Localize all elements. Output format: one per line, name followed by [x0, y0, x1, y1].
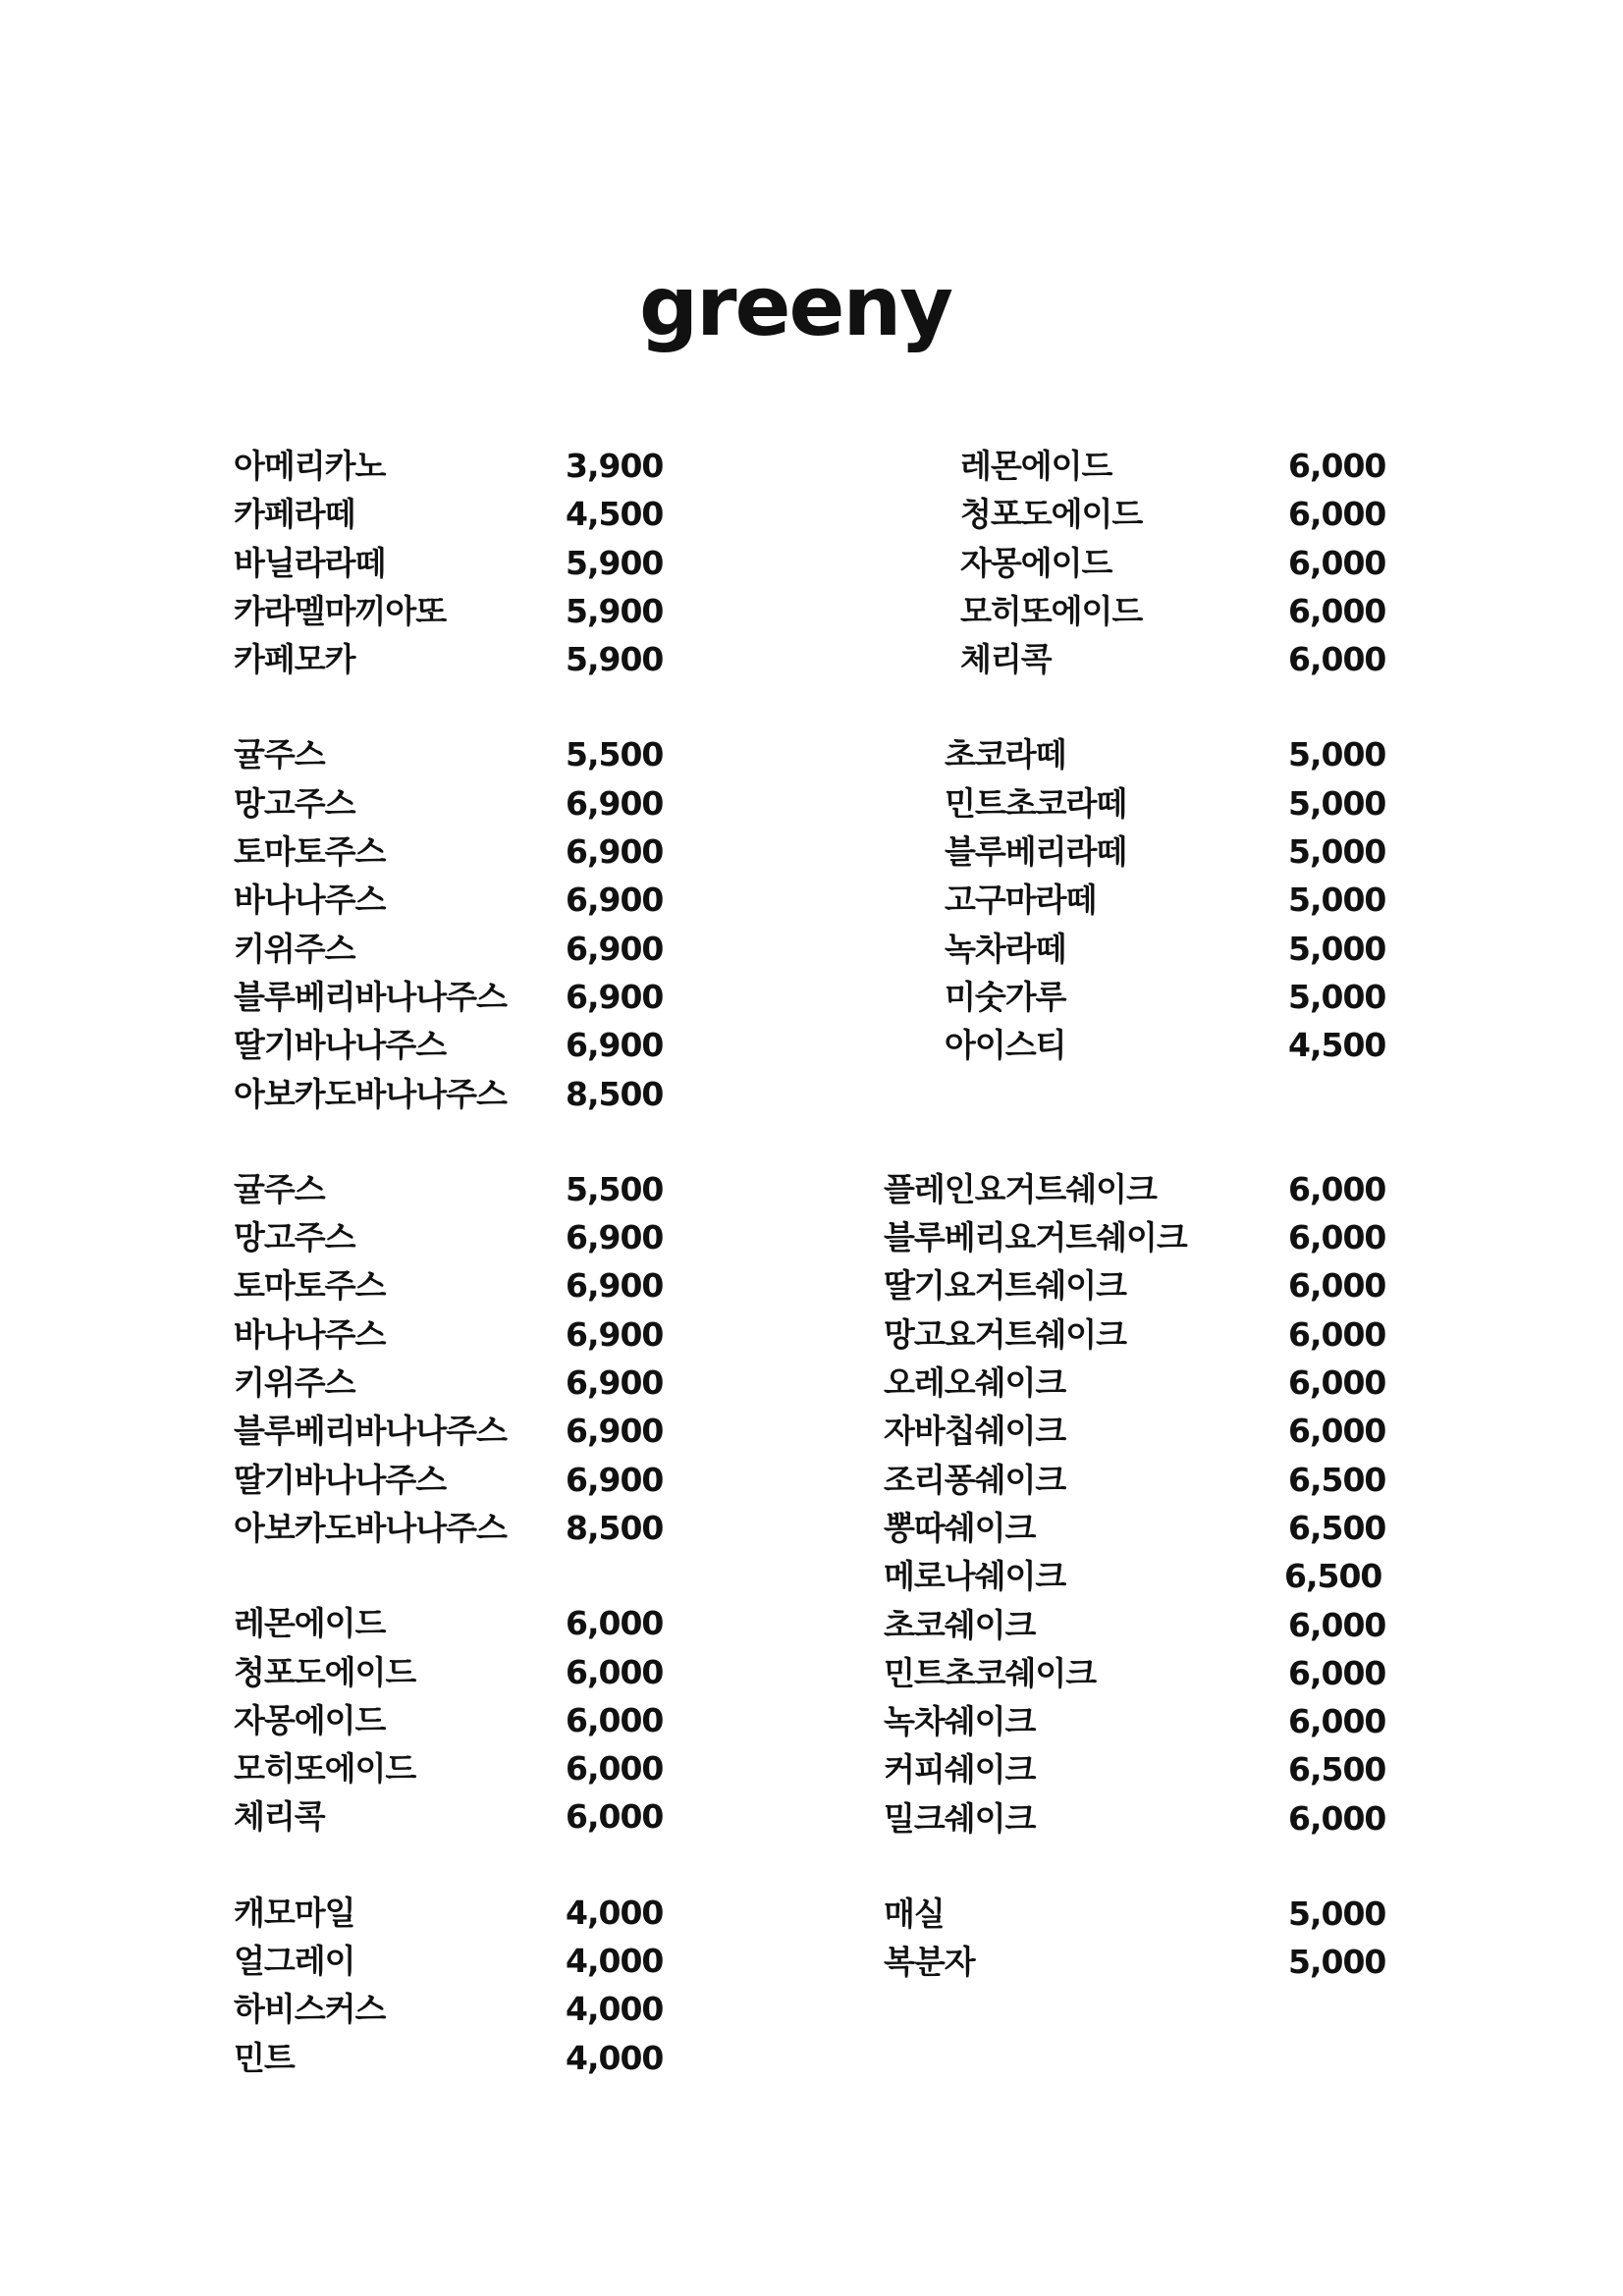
item-price: 4,500 [566, 495, 664, 534]
item-name: 민트초코라떼 [945, 783, 1127, 823]
item-name: 카라멜마끼아또 [234, 591, 447, 630]
item-price: 6,000 [566, 1604, 664, 1643]
item-name: 카페모카 [234, 640, 355, 679]
item-name: 밀크쉐이크 [884, 1798, 1036, 1838]
item-name: 토마토주스 [234, 832, 386, 872]
menu-item [234, 1792, 666, 1841]
menu-item [234, 1696, 666, 1744]
item-name: 모히또에이드 [234, 1749, 416, 1789]
menu-item [234, 1889, 666, 1937]
menu-item [884, 442, 1386, 490]
menu-item [884, 925, 1386, 973]
item-name: 딸기요거트쉐이크 [884, 1266, 1127, 1306]
menu-item [884, 1601, 1386, 1649]
item-price: 6,900 [566, 881, 664, 920]
item-price: 5,000 [1288, 735, 1386, 774]
menu-item [234, 1504, 666, 1552]
menu-item [234, 1359, 666, 1407]
item-price: 6,000 [1288, 447, 1386, 485]
menu-item [234, 1937, 666, 1985]
item-name: 망고주스 [234, 1218, 355, 1257]
menu-item [234, 1213, 666, 1261]
item-name: 오레오쉐이크 [884, 1363, 1066, 1403]
menu-item [234, 490, 666, 538]
item-name: 자몽에이드 [234, 1700, 386, 1739]
item-price: 6,900 [566, 1218, 664, 1257]
item-price: 6,500 [1284, 1557, 1382, 1596]
menu-item [234, 1599, 666, 1647]
item-name: 블루베리라떼 [945, 832, 1127, 872]
item-name: 키위주스 [234, 929, 355, 968]
menu-item [234, 539, 666, 587]
menu-item [234, 1985, 666, 2033]
item-price: 6,000 [1288, 591, 1386, 630]
item-price: 5,000 [1288, 832, 1386, 872]
item-name: 캐모마일 [234, 1893, 355, 1932]
item-name: 망고주스 [234, 783, 355, 823]
menu-item [884, 1745, 1386, 1793]
coffee-group [234, 442, 666, 683]
item-name: 귤주스 [234, 1169, 325, 1208]
menu-item [884, 876, 1386, 924]
item-price: 6,000 [1288, 1605, 1386, 1644]
item-name: 블루베리바나나주스 [234, 977, 507, 1016]
item-price: 6,500 [1288, 1460, 1386, 1499]
item-name: 블루베리요거트쉐이크 [884, 1218, 1187, 1257]
item-price: 5,900 [566, 640, 664, 679]
ade-group-right [884, 442, 1386, 683]
item-name: 뽕따쉐이크 [884, 1508, 1036, 1547]
item-price: 6,000 [1288, 1218, 1386, 1257]
item-name: 자바칩쉐이크 [884, 1412, 1066, 1451]
menu-item [884, 730, 1386, 778]
spacer [884, 1117, 1375, 1165]
item-name: 커피쉐이크 [884, 1750, 1036, 1789]
menu-item [884, 1649, 1386, 1697]
item-name: 매실 [884, 1895, 945, 1934]
item-price: 6,900 [566, 1026, 664, 1065]
item-name: 아이스티 [945, 1026, 1066, 1065]
menu-item [884, 1021, 1386, 1069]
item-name: 레몬에이드 [960, 447, 1112, 485]
ade-group [234, 1599, 666, 1841]
menu-title: greeny [638, 258, 952, 354]
item-name: 귤주스 [234, 735, 325, 774]
menu-item [234, 1310, 666, 1359]
juice-group [234, 730, 666, 1117]
item-name: 모히또에이드 [960, 591, 1143, 630]
item-name: 초코라떼 [945, 735, 1066, 774]
menu-item [884, 1165, 1386, 1213]
item-name: 플레인요거트쉐이크 [884, 1169, 1157, 1208]
menu-item [234, 1070, 666, 1118]
item-price: 5,000 [1288, 1895, 1386, 1934]
menu-item [234, 1021, 666, 1069]
item-name: 녹차라떼 [945, 929, 1066, 968]
item-price: 6,000 [1288, 1169, 1386, 1208]
item-price: 4,000 [566, 1893, 664, 1932]
item-price: 6,900 [566, 1266, 664, 1306]
item-name: 하비스커스 [234, 1990, 386, 2029]
item-name: 딸기바나나주스 [234, 1460, 447, 1499]
item-price: 6,000 [1288, 1798, 1386, 1838]
item-price: 6,000 [566, 1797, 664, 1837]
item-price: 4,000 [566, 1990, 664, 2029]
item-name: 레몬에이드 [234, 1604, 386, 1643]
item-name: 청포도에이드 [234, 1652, 416, 1691]
menu-item [234, 635, 666, 683]
item-price: 3,900 [566, 447, 664, 485]
item-name: 고구마라떼 [945, 881, 1097, 920]
menu-item [884, 1504, 1386, 1552]
item-price: 4,000 [566, 2038, 664, 2077]
item-price: 4,500 [1288, 1026, 1386, 1065]
item-price: 6,900 [566, 1460, 664, 1499]
item-price: 5,000 [1288, 783, 1386, 823]
menu-item [234, 587, 666, 635]
menu-item [884, 973, 1386, 1021]
menu-item [884, 1407, 1386, 1455]
menu-item [884, 779, 1386, 828]
item-price: 6,000 [1288, 1314, 1386, 1354]
latte-group [884, 730, 1386, 1069]
item-price: 6,000 [566, 1749, 664, 1789]
item-price: 6,000 [1288, 1702, 1386, 1741]
fruit-tea-group [884, 1890, 1386, 1987]
menu-item [884, 1359, 1386, 1407]
item-name: 키위주스 [234, 1363, 355, 1403]
item-price: 5,500 [566, 735, 664, 774]
item-price: 8,500 [566, 1074, 664, 1113]
item-name: 복분자 [884, 1943, 975, 1982]
item-price: 6,000 [1288, 1412, 1386, 1451]
menu-item [234, 828, 666, 876]
item-price: 5,000 [1288, 881, 1386, 920]
item-price: 6,900 [566, 783, 664, 823]
item-price: 6,000 [1288, 1653, 1386, 1692]
item-name: 토마토주스 [234, 1266, 386, 1306]
item-name: 아메리카노 [234, 447, 386, 485]
item-price: 6,000 [1288, 1266, 1386, 1306]
menu-item [234, 730, 666, 778]
item-price: 5,000 [1288, 1943, 1386, 1982]
menu-item [234, 1407, 666, 1455]
item-price: 5,500 [566, 1169, 664, 1208]
menu-item [884, 539, 1386, 587]
menu-item [234, 925, 666, 973]
menu-item [884, 1697, 1386, 1745]
menu-item [884, 1213, 1386, 1261]
item-price: 6,900 [566, 1314, 664, 1354]
item-price: 5,900 [566, 543, 664, 582]
right-menu-column [884, 442, 1386, 2034]
item-price: 6,900 [566, 977, 664, 1016]
menu-item [234, 442, 666, 490]
menu-item [234, 1744, 666, 1792]
menu-item [234, 2034, 666, 2082]
menu-item [884, 490, 1386, 538]
item-price: 6,000 [1288, 543, 1386, 582]
menu-item [884, 587, 1386, 635]
menu-item [234, 876, 666, 924]
left-menu-column [234, 442, 666, 2129]
menu-item [884, 1938, 1386, 1986]
item-name: 조리퐁쉐이크 [884, 1460, 1066, 1499]
menu-item [234, 1456, 666, 1504]
item-name: 얼그레이 [234, 1942, 355, 1981]
item-name: 자몽에이드 [960, 543, 1112, 582]
tea-group [234, 1889, 666, 2082]
menu-item [884, 828, 1386, 876]
menu-item [884, 1552, 1382, 1600]
item-price: 5,000 [1288, 977, 1386, 1016]
item-name: 메로나쉐이크 [884, 1557, 1066, 1596]
item-name: 녹차쉐이크 [884, 1702, 1036, 1741]
shake-group [884, 1165, 1386, 1842]
item-price: 6,500 [1288, 1508, 1386, 1547]
item-price: 6,000 [1288, 495, 1386, 534]
menu-item [884, 1890, 1386, 1938]
item-price: 6,900 [566, 1412, 664, 1451]
menu-item [234, 1165, 666, 1213]
item-price: 6,000 [1288, 1363, 1386, 1403]
item-price: 6,000 [566, 1652, 664, 1691]
item-name: 바나나주스 [234, 881, 386, 920]
menu-item [884, 1310, 1386, 1359]
item-name: 망고요거트쉐이크 [884, 1314, 1127, 1354]
menu-item [884, 635, 1386, 683]
menu-item [234, 1648, 666, 1696]
item-price: 6,900 [566, 832, 664, 872]
item-price: 6,900 [566, 1363, 664, 1403]
item-price: 5,900 [566, 591, 664, 630]
menu-item [884, 1261, 1386, 1309]
item-name: 미숫가루 [945, 977, 1066, 1016]
item-price: 6,000 [566, 1700, 664, 1739]
item-price: 4,000 [566, 1942, 664, 1981]
item-price: 6,000 [1288, 640, 1386, 679]
item-name: 바나나주스 [234, 1314, 386, 1354]
menu-item [884, 1794, 1386, 1842]
menu-item [234, 1261, 666, 1309]
item-name: 딸기바나나주스 [234, 1026, 447, 1065]
item-name: 체리콕 [234, 1797, 325, 1837]
juice-group-2 [234, 1165, 666, 1552]
item-price: 8,500 [566, 1508, 664, 1547]
menu-item [884, 1456, 1386, 1504]
item-name: 민트초코쉐이크 [884, 1653, 1097, 1692]
item-name: 카페라떼 [234, 495, 355, 534]
item-price: 5,000 [1288, 929, 1386, 968]
menu-item [234, 973, 666, 1021]
item-name: 초코쉐이크 [884, 1605, 1036, 1644]
item-name: 체리콕 [960, 640, 1052, 679]
item-name: 바닐라라떼 [234, 543, 386, 582]
item-name: 민트 [234, 2038, 295, 2077]
menu-item [234, 779, 666, 828]
item-name: 아보카도바나나주스 [234, 1508, 507, 1547]
item-price: 6,900 [566, 929, 664, 968]
item-price: 6,500 [1288, 1750, 1386, 1789]
item-name: 아보카도바나나주스 [234, 1074, 507, 1113]
item-name: 블루베리바나나주스 [234, 1412, 507, 1451]
item-name: 청포도에이드 [960, 495, 1143, 534]
